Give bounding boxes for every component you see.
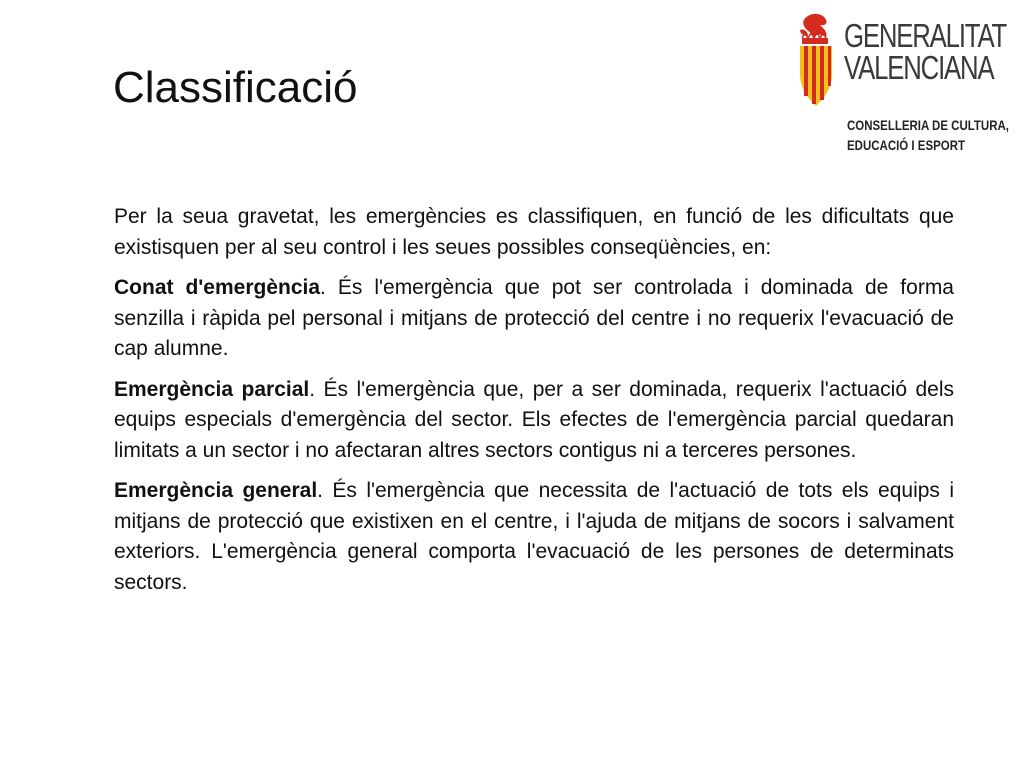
item-text: . És l'emergència que, per a ser dominada, requerix l'actuació dels equips especials d'emergència del sector. Els efectes de l'emergència parcial quedaran limitats a un sector i no afectaran altres sectors contigus ni a terceres persones. xyxy=(114,377,954,462)
item-text: . És l'emergència que necessita de l'actuació de tots els equips i mitjans de protecció que existixen en el centre, i l'ajuda de mitjans de socors i salvament exteriors. L'emergència general comporta l'evacuació de les persones de determinats sectors. xyxy=(114,479,954,594)
logo-dept-line2: EDUCACIÓ I ESPORT xyxy=(847,137,966,153)
item-general xyxy=(114,476,954,598)
generalitat-emblem-icon xyxy=(794,12,838,108)
slide-body xyxy=(114,202,954,608)
item-term: Emergència general xyxy=(114,479,318,502)
item-conat xyxy=(114,273,954,365)
item-term: Conat d'emergència xyxy=(114,276,321,299)
intro-paragraph: Per la seua gravetat, les emergències es classifiquen, en funció de les dificultats que existisquen per al seu control i les seues possibles conseqüències, en: xyxy=(114,205,954,259)
item-text: . És l'emergència que pot ser controlada i dominada de forma senzilla i ràpida pel personal i mitjans de protecció del centre i no requerix l'evacuació de cap alumne. xyxy=(114,276,954,360)
generalitat-logo xyxy=(790,8,1020,158)
logo-line2: VALENCIANA xyxy=(844,49,994,86)
logo-line1: GENERALITAT xyxy=(844,17,1007,54)
logo-dept-line1: CONSELLERIA DE CULTURA, xyxy=(847,117,1010,133)
item-term: Emergència parcial xyxy=(114,377,310,401)
logo-department xyxy=(847,115,1009,155)
logo-wordmark xyxy=(844,17,1007,86)
slide-title: Classificació xyxy=(113,63,358,112)
item-parcial xyxy=(114,375,954,467)
